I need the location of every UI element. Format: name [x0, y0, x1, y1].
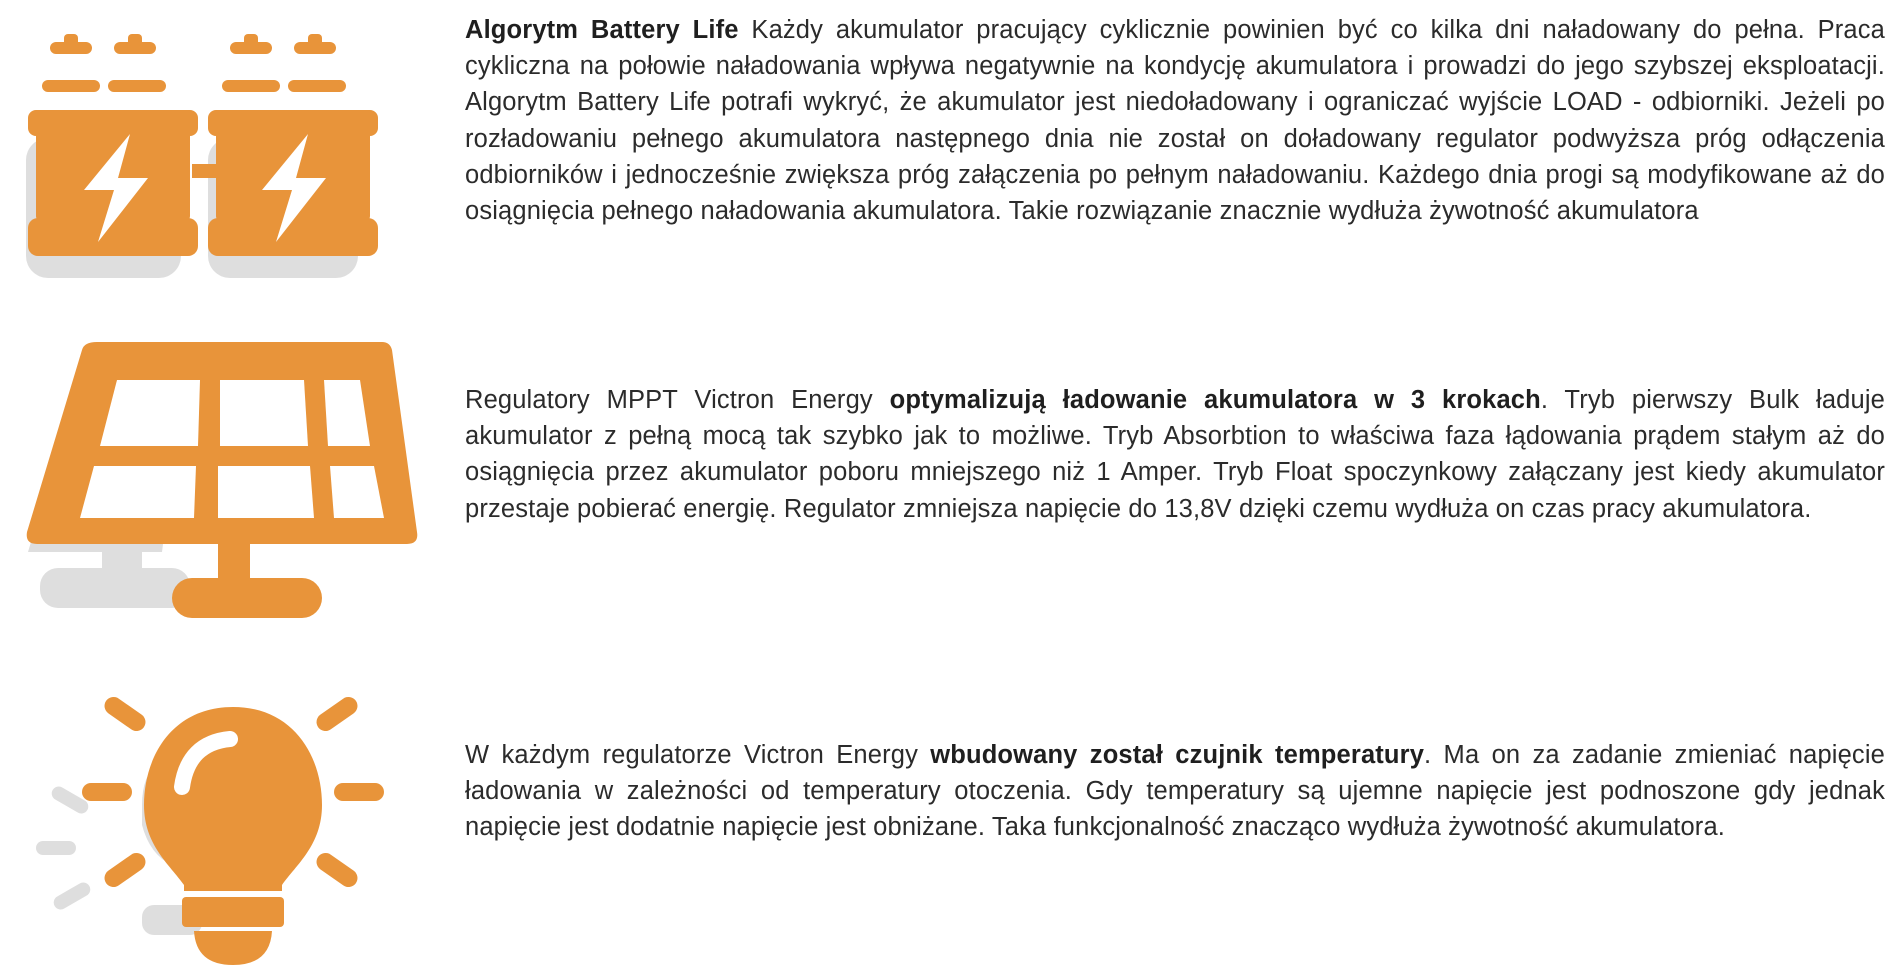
feature-temperature-title: wbudowany został czujnik temperatury: [930, 741, 1425, 769]
feature-temperature-text: [465, 737, 1885, 846]
solar-panel-icon: [22, 342, 422, 632]
feature-temperature-sensor: [0, 665, 1892, 965]
feature-mppt-body: . Tryb pierwszy Bulk ładuje akumulator z pełną mocą tak szybko jak to możliwe. Tryb Absorbtion to właściwa faza łądowania prądem stałym aż do osiągnięcia przez akumulator poboru mniejszego niż 1 Amper. Tryb Float spoczynkowy załączany jest kiedy akumulator przestaje pobierać energię. Regulator zmniejsza napięcie do 13,8V dzięki czemu wydłuża on czas pracy akumulatora.: [465, 386, 1885, 523]
feature-battery-life: [0, 0, 1892, 290]
feature-battery-life-body: Każdy akumulator pracujący cyklicznie powinien być co kilka dni naładowany do pełna. Praca cykliczna na połowie naładowania wpływa negatywnie na kondycję akumulatora i prowadzi do jego szybszej eksploatacji. Algorytm Battery Life potrafi wykryć, że akumulator jest niedoładowany i ograniczać wyjście LOAD - odbiorniki. Jeżeli po rozładowaniu pełnego akumulatora następnego dnia nie został on doładowany regulator podwyższa próg odłączenia odbiorników i jednocześnie zwiększa próg załączenia po pełnym naładowaniu. Każdego dnia progi są modyfikowane aż do osiągnięcia pełnego naładowania akumulatora. Takie rozwiązanie znacznie wydłuża żywotność akumulatora: [465, 16, 1885, 226]
feature-temperature-intro: W każdym regulatorze Victron Energy: [465, 741, 931, 769]
feature-mppt-intro: Regulatory MPPT Victron Energy: [465, 386, 890, 414]
light-bulb-icon: [22, 665, 442, 965]
feature-temperature-body: . Ma on za zadanie zmieniać napięcie ładowania w zależności od temperatury otoczenia. Gdy temperatury są ujemne napięcie jest podnoszone gdy jednak napięcie jest dodatnie napięcie jest obniżane. Taka funkcjonalność znacząco wydłuża żywotność akumulatora.: [465, 741, 1885, 842]
feature-mppt-title: optymalizują ładowanie akumulatora w 3 krokach: [889, 386, 1541, 414]
feature-mppt-text: [465, 382, 1885, 527]
feature-battery-life-title: Algorytm Battery Life: [465, 16, 739, 44]
feature-battery-life-text: [465, 12, 1885, 229]
battery-charging-icon: [22, 30, 392, 290]
feature-mppt-charging: [0, 330, 1892, 630]
